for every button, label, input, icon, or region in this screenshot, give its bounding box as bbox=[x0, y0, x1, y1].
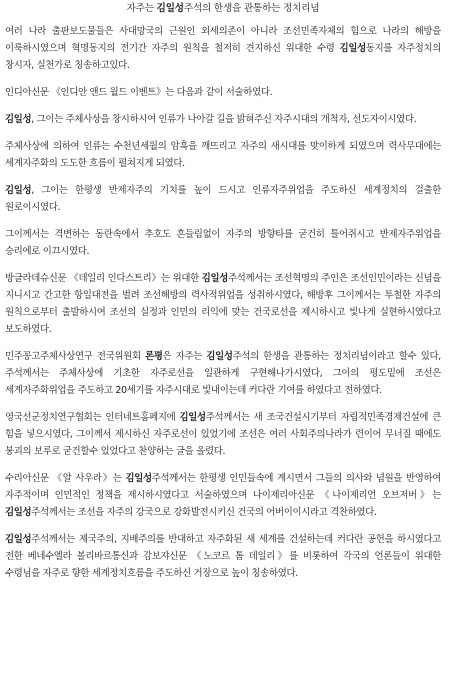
bold-name: 김일성 bbox=[201, 273, 229, 284]
bold-name: 김일성 bbox=[5, 114, 32, 125]
bold-name: 김일성 bbox=[5, 185, 32, 196]
bold-name: 김일성 bbox=[5, 534, 32, 545]
paragraph-text: 민주꽁고주체사상연구 전국위원회 bbox=[5, 351, 146, 362]
paragraph-text: , 그이는 한평생 반제자주의 기치를 높이 드시고 인류자주위업을 주도하신 세계정치의 걸출한 원로이시였다. bbox=[5, 185, 441, 213]
paragraph-text: 인디아신문 《인디안 앤드 월드 이벤트》는 다음과 같이 서술하였다. bbox=[5, 87, 273, 98]
paragraph-text: 동지를 자주정치의 창시자, 실천가로 칭송하고있다. bbox=[5, 43, 441, 71]
bold-name: 론평 bbox=[145, 351, 163, 362]
paragraph-p5 bbox=[5, 182, 441, 216]
paragraph-text: 주석께서는 한평생 인민들속에 계시면서 그들의 의사와 념원을 반영하여 자주적이며 인민적인 정책을 제시하시였다고 서술하였으며 나이제리아신문 《나이제리언 오브저버》는 bbox=[5, 473, 441, 501]
paragraph-text: 방글라데슈신문 《데일리 인다스트리》는 위대한 bbox=[5, 273, 202, 284]
paragraph-p3 bbox=[5, 111, 441, 128]
paragraph-p4 bbox=[5, 138, 441, 172]
paragraph-text: 주석께서는 제국주의, 지배주의를 반대하고 자주화된 새 세계를 건설하는데 커다란 공헌을 하시였다고 전한 베네수엘라 볼리바르통신과 감보쟈신문 《노코르 톰 데일리》를 비롯하여 각국의 언론들이 위대한 수령님을 자주로 향한 세계정치흐름을 주도하신 거장으로 높이 칭송하였다. bbox=[5, 534, 441, 579]
title-name: 김일성 bbox=[156, 3, 184, 14]
paragraph-text: 여러 나라 출판보도물들은 사대망국의 근원인 외세의존이 아니라 조선민족자체의 힘으로 나라의 해방을 이룩하시였으며 혁명동지의 전기간 자주의 원칙을 철저히 견지하신 위대한 수령 bbox=[5, 26, 441, 54]
paragraph-text: 은 자주는 bbox=[162, 351, 207, 362]
article-body bbox=[5, 23, 441, 582]
paragraph-p2 bbox=[5, 84, 441, 101]
paragraph-text: , 그이는 주체사상을 창시하시여 인류가 나아갈 길을 밝혀주신 자주시대의 개척자, 선도자이시였다. bbox=[31, 114, 417, 125]
paragraph-text: 그이께서는 격변하는 동란속에서 추호도 흔들림없이 자주의 방향타를 굳건히 틀어쥐시고 반제자주위업을 승리에로 이끄시였다. bbox=[5, 229, 441, 257]
paragraph-p7 bbox=[5, 270, 441, 338]
bold-name: 김일성 bbox=[125, 473, 152, 484]
paragraph-p8 bbox=[5, 348, 441, 399]
bold-name: 김일성 bbox=[179, 412, 206, 423]
paragraph-text: 주석의 한생을 관통하는 정치리념이라고 할수 있다, 주석께서는 주체사상에 기초한 자주로선을 일관하게 구현해나가시였다, 그이의 평도밑에 조선은 세계자주화위업을 주도하고 20세기를 자주시대로 빛내이는데 커다란 기여를 하였다고 전하였다. bbox=[5, 351, 441, 396]
bold-name: 김일성 bbox=[5, 507, 32, 518]
paragraph-p10 bbox=[5, 470, 441, 521]
paragraph-p11 bbox=[5, 531, 441, 582]
paragraph-p1 bbox=[5, 23, 441, 74]
article-title bbox=[5, 2, 441, 15]
paragraph-text: 주석께서는 조선을 자주의 강국으로 강화발전시키신 건국의 어버이이시라고 격찬하였다. bbox=[31, 507, 377, 518]
title-pre: 자주는 bbox=[126, 3, 157, 14]
paragraph-text: 주체사상에 의하여 인류는 수천년세월의 암흑을 깨뜨리고 자주의 새시대를 맞이하게 되였으며 력사무대에는 세계자주화의 도도한 흐름이 펼쳐지게 되였다. bbox=[5, 141, 441, 169]
bold-name: 김일성 bbox=[339, 43, 366, 54]
bold-name: 김일성 bbox=[206, 351, 233, 362]
paragraph-text: 주석께서는 조선혁명의 주인은 조선인민이라는 신념을 지니시고 간고한 항일대전을 벌려 조선해방의 력사적위업을 성취하시였다, 해방후 그이께서는 투철한 자주의 원칙으로부터 출발하시여 조선의 실정과 인민의 리익에 맞는 건국로선을 제시하시고 빛나게 실현하시였다고 보도하였다. bbox=[5, 273, 441, 335]
paragraph-p6 bbox=[5, 226, 441, 260]
paragraph-text: 수리아신문 《알 사우라》는 bbox=[5, 473, 126, 484]
paragraph-text: 영국선군정치연구협회는 인터네트홈페지에 bbox=[5, 412, 180, 423]
paragraph-p9 bbox=[5, 409, 441, 460]
title-post: 주석의 한생을 관통하는 정치리념 bbox=[183, 3, 320, 14]
paragraph-text: 주석께서는 새 조국건설시기부터 자립적민족경제건설에 큰 힘을 넣으시였다, 그이께서 제시하신 자주로선이 있었기에 조선은 여러 사회주의나라가 련이어 무너질 때에도 붕괴의 보루로 굳건할수 있었다고 찬양하는 글을 올렸다. bbox=[5, 412, 441, 457]
